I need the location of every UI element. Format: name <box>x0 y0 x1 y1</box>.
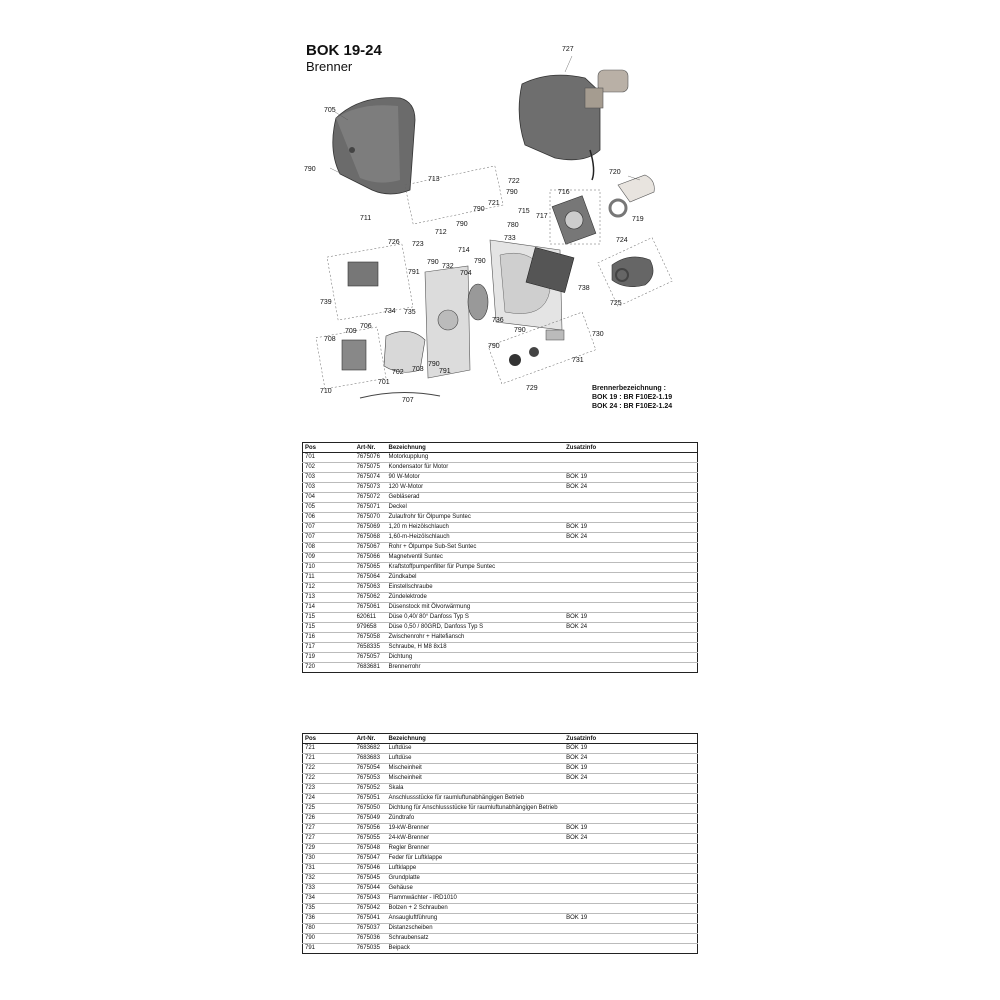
callout-724: 724 <box>616 237 628 244</box>
cell-zusatzinfo <box>564 884 697 894</box>
cell-bezeichnung: 24-kW-Brenner <box>387 834 565 844</box>
table-row <box>303 754 698 764</box>
cell-bezeichnung: Anschlussstücke für raumluftunabhängigen Betrieb <box>387 794 565 804</box>
cell-bezeichnung: Motorkupplung <box>387 453 565 463</box>
cell-art-nr: 979658 <box>355 623 387 633</box>
cell-zusatzinfo: BOK 19 <box>564 824 697 834</box>
callout-702: 702 <box>392 369 404 376</box>
cell-bezeichnung: Ansaugluftführung <box>387 914 565 924</box>
callout-727: 727 <box>562 46 574 53</box>
cell-art-nr: 7675075 <box>355 463 387 473</box>
cell-pos: 724 <box>303 794 355 804</box>
table-row <box>303 613 698 623</box>
cell-art-nr: 7683681 <box>355 663 387 673</box>
cell-zusatzinfo: BOK 19 <box>564 473 697 483</box>
cell-pos: 725 <box>303 804 355 814</box>
burner-tube-720-illustration <box>618 175 654 202</box>
table-row <box>303 633 698 643</box>
cell-pos: 726 <box>303 814 355 824</box>
cell-zusatzinfo <box>564 784 697 794</box>
table-row <box>303 473 698 483</box>
cell-pos: 735 <box>303 904 355 914</box>
parts-table-2 <box>302 733 698 954</box>
group-box-upper <box>405 166 503 224</box>
callout-790: 790 <box>427 259 439 266</box>
callout-703: 703 <box>412 366 424 373</box>
cell-zusatzinfo <box>564 513 697 523</box>
table-row <box>303 553 698 563</box>
cell-pos: 707 <box>303 523 355 533</box>
callout-725: 725 <box>610 300 622 307</box>
adapter-724-illustration <box>612 257 653 287</box>
cell-bezeichnung: Düse 0,40/ 80° Danfoss Typ S <box>387 613 565 623</box>
callout-790: 790 <box>304 166 316 173</box>
cell-art-nr: 7675076 <box>355 453 387 463</box>
callout-717: 717 <box>536 213 548 220</box>
callout-790: 790 <box>428 361 440 368</box>
cell-bezeichnung: Kondensator für Motor <box>387 463 565 473</box>
callout-790: 790 <box>474 258 486 265</box>
callout-713: 713 <box>428 176 440 183</box>
column-header-bezeichnung: Bezeichnung <box>387 443 565 453</box>
cell-zusatzinfo <box>564 503 697 513</box>
cell-zusatzinfo: BOK 19 <box>564 914 697 924</box>
cell-art-nr: 7675064 <box>355 573 387 583</box>
cell-bezeichnung: Düsenstock mit Ölvorwärmung <box>387 603 565 613</box>
cell-art-nr: 7675052 <box>355 784 387 794</box>
table-row <box>303 493 698 503</box>
cell-art-nr: 7675037 <box>355 924 387 934</box>
cell-zusatzinfo <box>564 934 697 944</box>
cell-art-nr: 7675045 <box>355 874 387 884</box>
cell-zusatzinfo <box>564 794 697 804</box>
cell-pos: 780 <box>303 924 355 934</box>
table-row <box>303 533 698 543</box>
cell-zusatzinfo <box>564 854 697 864</box>
cell-zusatzinfo <box>564 643 697 653</box>
cell-zusatzinfo <box>564 904 697 914</box>
table-row <box>303 874 698 884</box>
cell-art-nr: 7675053 <box>355 774 387 784</box>
cell-pos: 708 <box>303 543 355 553</box>
table-row <box>303 764 698 774</box>
cell-pos: 711 <box>303 573 355 583</box>
cell-pos: 727 <box>303 824 355 834</box>
cell-bezeichnung: Flammwächter - IRD1010 <box>387 894 565 904</box>
cell-zusatzinfo <box>564 553 697 563</box>
cell-zusatzinfo: BOK 19 <box>564 523 697 533</box>
cell-pos: 733 <box>303 884 355 894</box>
table-row <box>303 503 698 513</box>
cell-bezeichnung: Zündtrafo <box>387 814 565 824</box>
cell-art-nr: 7675074 <box>355 473 387 483</box>
cell-pos: 720 <box>303 663 355 673</box>
cell-zusatzinfo <box>564 593 697 603</box>
table-row <box>303 774 698 784</box>
cell-art-nr: 7675055 <box>355 834 387 844</box>
cell-bezeichnung: Mischeinheit <box>387 764 565 774</box>
cell-pos: 703 <box>303 483 355 493</box>
table-row <box>303 864 698 874</box>
cell-zusatzinfo: BOK 24 <box>564 774 697 784</box>
cell-bezeichnung: Luftklappe <box>387 864 565 874</box>
cell-zusatzinfo <box>564 493 697 503</box>
callout-711: 711 <box>360 215 372 222</box>
cell-bezeichnung: Deckel <box>387 503 565 513</box>
cell-zusatzinfo: BOK 24 <box>564 834 697 844</box>
cell-pos: 721 <box>303 754 355 764</box>
regulator-729-illustration <box>509 330 564 366</box>
cell-bezeichnung: Skala <box>387 784 565 794</box>
cell-pos: 707 <box>303 533 355 543</box>
cell-bezeichnung: Mischeinheit <box>387 774 565 784</box>
cell-bezeichnung: 1,60-m-Heizölschlauch <box>387 533 565 543</box>
cell-pos: 706 <box>303 513 355 523</box>
callout-735: 735 <box>404 309 416 316</box>
table-row <box>303 944 698 954</box>
designation-heading: Brennerbezeichnung : <box>592 385 666 392</box>
cell-zusatzinfo <box>564 874 697 884</box>
table-row <box>303 744 698 754</box>
callout-730: 730 <box>592 331 604 338</box>
table-row <box>303 463 698 473</box>
column-header-art-nr: Art-Nr. <box>355 734 387 744</box>
column-header-art-nr: Art-Nr. <box>355 443 387 453</box>
cell-art-nr: 7675049 <box>355 814 387 824</box>
table-row <box>303 573 698 583</box>
cell-pos: 730 <box>303 854 355 864</box>
designation-line: BOK 24 : BR F10E2-1.24 <box>592 403 673 410</box>
cell-pos: 790 <box>303 934 355 944</box>
table-row <box>303 563 698 573</box>
cell-pos: 731 <box>303 864 355 874</box>
callout-791: 791 <box>408 269 420 276</box>
callout-790: 790 <box>488 343 500 350</box>
cell-art-nr: 7675066 <box>355 553 387 563</box>
cell-pos: 717 <box>303 643 355 653</box>
cell-bezeichnung: Zündelektrode <box>387 593 565 603</box>
table-row <box>303 784 698 794</box>
table-row <box>303 603 698 613</box>
cell-zusatzinfo: BOK 24 <box>564 483 697 493</box>
cell-bezeichnung: Grundplatte <box>387 874 565 884</box>
cell-art-nr: 7675047 <box>355 854 387 864</box>
cell-art-nr: 7675062 <box>355 593 387 603</box>
cell-bezeichnung: Kraftstoffpumpenfilter für Pumpe Suntec <box>387 563 565 573</box>
cell-art-nr: 7675069 <box>355 523 387 533</box>
callout-733: 733 <box>504 235 516 242</box>
cell-zusatzinfo: BOK 19 <box>564 744 697 754</box>
cell-art-nr: 7675057 <box>355 653 387 663</box>
cell-pos: 703 <box>303 473 355 483</box>
cell-art-nr: 7675073 <box>355 483 387 493</box>
cell-pos: 702 <box>303 463 355 473</box>
table-row <box>303 894 698 904</box>
table-row <box>303 643 698 653</box>
cell-pos: 719 <box>303 653 355 663</box>
cell-bezeichnung: Bolzen + 2 Schrauben <box>387 904 565 914</box>
cell-bezeichnung: Düse 0,50 / 80GRD, Danfoss Typ S <box>387 623 565 633</box>
cell-art-nr: 7675061 <box>355 603 387 613</box>
cell-pos: 716 <box>303 633 355 643</box>
cell-pos: 722 <box>303 764 355 774</box>
cell-art-nr: 7675056 <box>355 824 387 834</box>
cell-art-nr: 7675068 <box>355 533 387 543</box>
cell-pos: 714 <box>303 603 355 613</box>
column-header-zusatzinfo: Zusatzinfo <box>564 734 697 744</box>
callout-790: 790 <box>506 189 518 196</box>
cell-zusatzinfo <box>564 563 697 573</box>
cell-art-nr: 7675044 <box>355 884 387 894</box>
page-subtitle: Brenner <box>306 59 353 74</box>
cell-bezeichnung: Gebläserad <box>387 493 565 503</box>
cell-art-nr: 620611 <box>355 613 387 623</box>
table-row <box>303 663 698 673</box>
cell-zusatzinfo: BOK 24 <box>564 623 697 633</box>
fan-704-illustration <box>468 284 488 320</box>
cell-bezeichnung: Brennerrohr <box>387 663 565 673</box>
cell-art-nr: 7675042 <box>355 904 387 914</box>
cell-bezeichnung: Schraubensatz <box>387 934 565 944</box>
cell-bezeichnung: Luftdüse <box>387 744 565 754</box>
table-row <box>303 804 698 814</box>
cell-zusatzinfo <box>564 583 697 593</box>
callout-712: 712 <box>435 229 447 236</box>
callout-721: 721 <box>488 200 500 207</box>
cell-bezeichnung: Gehäuse <box>387 884 565 894</box>
callout-723: 723 <box>412 241 424 248</box>
cell-bezeichnung: 90 W-Motor <box>387 473 565 483</box>
table-row <box>303 934 698 944</box>
cell-art-nr: 7675072 <box>355 493 387 503</box>
table-row <box>303 593 698 603</box>
callout-739: 739 <box>320 299 332 306</box>
cell-zusatzinfo <box>564 573 697 583</box>
callout-710: 710 <box>320 388 332 395</box>
cell-pos: 721 <box>303 744 355 754</box>
cell-bezeichnung: Dichtung für Anschlussstücke für raumluftunabhängigen Betrieb <box>387 804 565 814</box>
callout-731: 731 <box>572 357 584 364</box>
cell-bezeichnung: Rohr + Ölpumpe Sub-Set Suntec <box>387 543 565 553</box>
table-row <box>303 794 698 804</box>
cell-bezeichnung: Schraube, H M8 8x18 <box>387 643 565 653</box>
table-row <box>303 483 698 493</box>
exploded-parts-diagram <box>300 40 700 410</box>
cell-bezeichnung: 1,20 m Heizölschlauch <box>387 523 565 533</box>
burner-designation <box>592 384 672 411</box>
cell-art-nr: 7675058 <box>355 633 387 643</box>
cell-pos: 712 <box>303 583 355 593</box>
table-row <box>303 834 698 844</box>
designation-line: BOK 19 : BR F10E2-1.19 <box>592 394 673 401</box>
callout-707: 707 <box>402 397 414 404</box>
cell-zusatzinfo: BOK 24 <box>564 754 697 764</box>
column-header-zusatzinfo: Zusatzinfo <box>564 443 697 453</box>
table-row <box>303 884 698 894</box>
cell-art-nr: 7675043 <box>355 894 387 904</box>
callout-736: 736 <box>492 317 504 324</box>
table-row <box>303 844 698 854</box>
table-row <box>303 623 698 633</box>
cell-bezeichnung: Feder für Luftklappe <box>387 854 565 864</box>
table-header-row <box>303 443 698 453</box>
cell-bezeichnung: Luftdüse <box>387 754 565 764</box>
callout-715: 715 <box>518 208 530 215</box>
cell-zusatzinfo <box>564 603 697 613</box>
callout-704: 704 <box>460 270 472 277</box>
parts-table-1 <box>302 442 698 673</box>
callout-716: 716 <box>558 189 570 196</box>
callout-720: 720 <box>609 169 621 176</box>
cell-art-nr: 7675035 <box>355 944 387 954</box>
cell-zusatzinfo: BOK 19 <box>564 764 697 774</box>
cell-zusatzinfo <box>564 944 697 954</box>
cell-zusatzinfo: BOK 24 <box>564 533 697 543</box>
cell-pos: 727 <box>303 834 355 844</box>
cell-art-nr: 7675067 <box>355 543 387 553</box>
cell-zusatzinfo: BOK 19 <box>564 613 697 623</box>
callout-732: 732 <box>442 263 454 270</box>
cell-bezeichnung: Distanzscheiben <box>387 924 565 934</box>
cell-art-nr: 7675071 <box>355 503 387 513</box>
cell-zusatzinfo <box>564 804 697 814</box>
cell-art-nr: 7675050 <box>355 804 387 814</box>
column-header-bezeichnung: Bezeichnung <box>387 734 565 744</box>
column-header-pos: Pos <box>303 443 355 453</box>
callout-722: 722 <box>508 178 520 185</box>
cell-zusatzinfo <box>564 894 697 904</box>
cell-pos: 791 <box>303 944 355 954</box>
cell-art-nr: 7675063 <box>355 583 387 593</box>
cell-zusatzinfo <box>564 543 697 553</box>
cell-zusatzinfo <box>564 844 697 854</box>
cell-pos: 723 <box>303 784 355 794</box>
cell-pos: 704 <box>303 493 355 503</box>
cell-pos: 734 <box>303 894 355 904</box>
callout-791: 791 <box>439 368 451 375</box>
callout-738: 738 <box>578 285 590 292</box>
cell-art-nr: 7683683 <box>355 754 387 764</box>
table-row <box>303 814 698 824</box>
callout-729: 729 <box>526 385 538 392</box>
cell-zusatzinfo <box>564 663 697 673</box>
table-row <box>303 523 698 533</box>
table-row <box>303 513 698 523</box>
cell-art-nr: 7675051 <box>355 794 387 804</box>
cell-zusatzinfo <box>564 864 697 874</box>
table-row <box>303 854 698 864</box>
cell-bezeichnung: Magnetventil Suntec <box>387 553 565 563</box>
cell-zusatzinfo <box>564 653 697 663</box>
cell-bezeichnung: Einstellschraube <box>387 583 565 593</box>
cell-bezeichnung: Regler Brenner <box>387 844 565 854</box>
cell-zusatzinfo <box>564 924 697 934</box>
pump-708-illustration <box>342 340 366 370</box>
callout-708: 708 <box>324 336 336 343</box>
cell-art-nr: 7675048 <box>355 844 387 854</box>
callout-734: 734 <box>384 308 396 315</box>
cell-art-nr: 7675065 <box>355 563 387 573</box>
cell-zusatzinfo <box>564 453 697 463</box>
callout-790: 790 <box>456 221 468 228</box>
cell-art-nr: 7675046 <box>355 864 387 874</box>
cell-pos: 722 <box>303 774 355 784</box>
callout-790: 790 <box>473 206 485 213</box>
cell-art-nr: 7675036 <box>355 934 387 944</box>
callout-705: 705 <box>324 107 336 114</box>
cell-pos: 732 <box>303 874 355 884</box>
cell-pos: 710 <box>303 563 355 573</box>
cell-pos: 715 <box>303 623 355 633</box>
cell-art-nr: 7675041 <box>355 914 387 924</box>
hose-707-illustration <box>360 392 440 398</box>
cell-zusatzinfo <box>564 633 697 643</box>
cell-bezeichnung: Zwischenrohr + Haltefiansch <box>387 633 565 643</box>
table-row <box>303 583 698 593</box>
table-row <box>303 824 698 834</box>
table-row <box>303 453 698 463</box>
cell-art-nr: 7658335 <box>355 643 387 653</box>
cell-pos: 729 <box>303 844 355 854</box>
cell-art-nr: 7675070 <box>355 513 387 523</box>
cell-bezeichnung: 120 W-Motor <box>387 483 565 493</box>
cell-pos: 705 <box>303 503 355 513</box>
cell-pos: 736 <box>303 914 355 924</box>
cell-pos: 715 <box>303 613 355 623</box>
table-row <box>303 543 698 553</box>
cell-zusatzinfo <box>564 463 697 473</box>
callout-701: 701 <box>378 379 390 386</box>
cell-art-nr: 7675054 <box>355 764 387 774</box>
transformer-739-illustration <box>348 262 378 286</box>
table-row <box>303 914 698 924</box>
callout-706: 706 <box>360 323 372 330</box>
cell-bezeichnung: Dichtung <box>387 653 565 663</box>
callout-780: 780 <box>507 222 519 229</box>
table-row <box>303 924 698 934</box>
cell-bezeichnung: Beipack <box>387 944 565 954</box>
cell-zusatzinfo <box>564 814 697 824</box>
cell-bezeichnung: 19-kW-Brenner <box>387 824 565 834</box>
callout-790: 790 <box>514 327 526 334</box>
callout-719: 719 <box>632 216 644 223</box>
callout-709: 709 <box>345 328 357 335</box>
cell-pos: 701 <box>303 453 355 463</box>
cell-pos: 709 <box>303 553 355 563</box>
page-title: BOK 19-24 <box>306 42 382 59</box>
cell-pos: 713 <box>303 593 355 603</box>
cell-bezeichnung: Zündkabel <box>387 573 565 583</box>
column-header-pos: Pos <box>303 734 355 744</box>
callout-726: 726 <box>388 239 400 246</box>
cell-bezeichnung: Zulaufrohr für Ölpumpe Suntec <box>387 513 565 523</box>
cell-art-nr: 7683682 <box>355 744 387 754</box>
table-header-row <box>303 734 698 744</box>
table-row <box>303 653 698 663</box>
table-row <box>303 904 698 914</box>
callout-714: 714 <box>458 247 470 254</box>
